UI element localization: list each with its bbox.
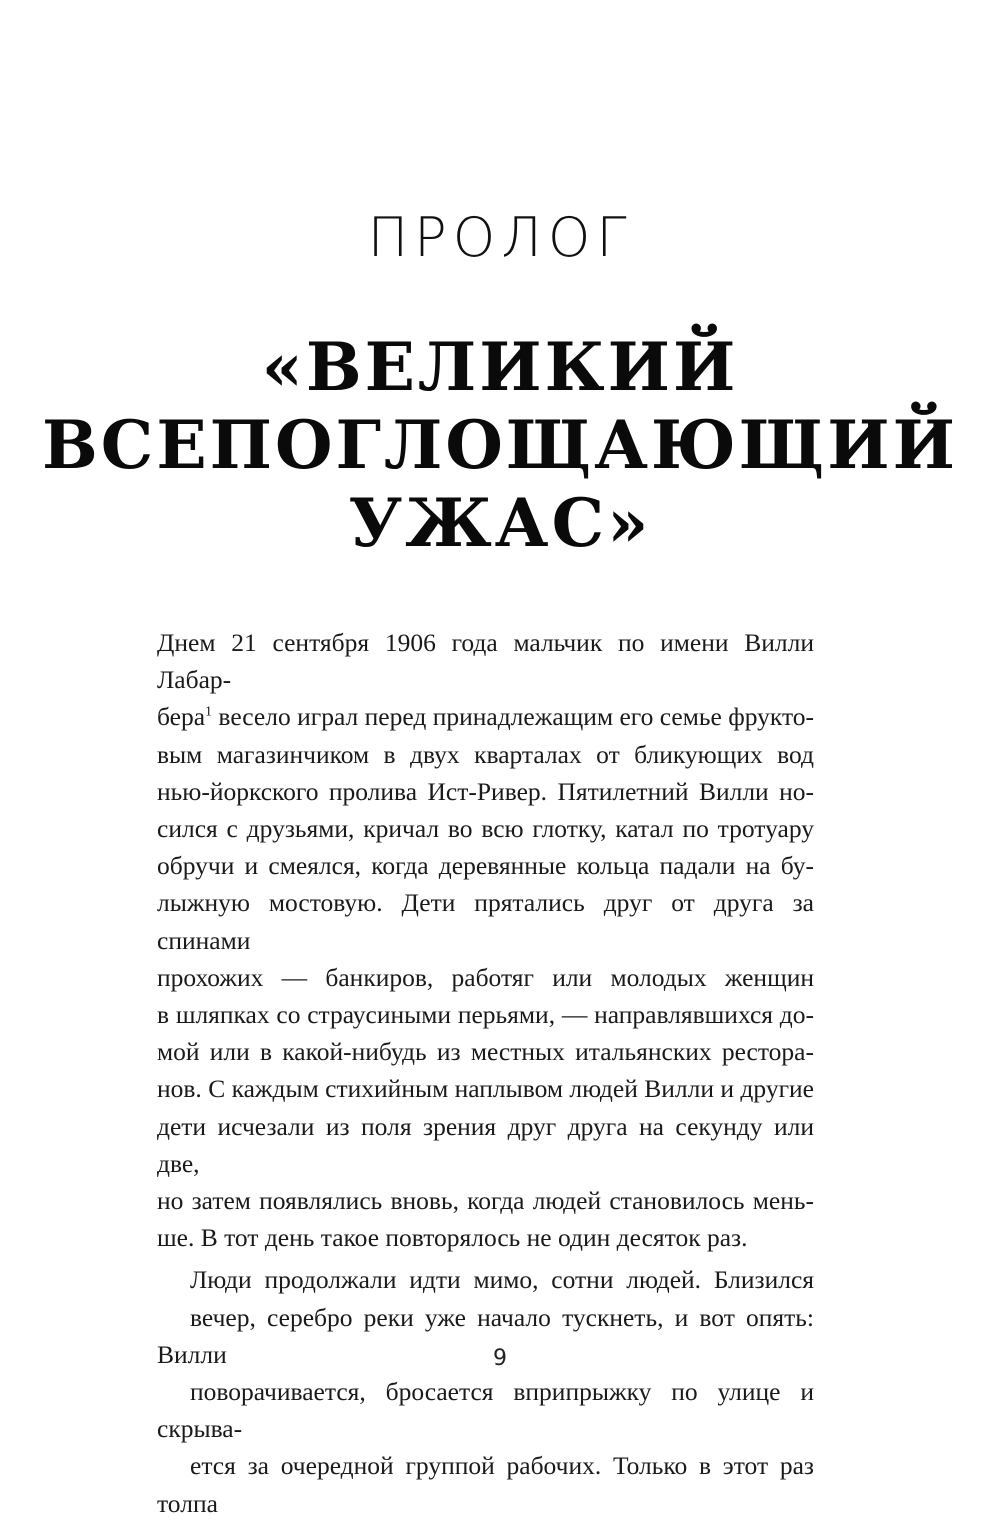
text-fragment: весело играл перед принадлежащим его семье фрукто- [212,702,814,732]
chapter-title-line-1: «ВЕЛИКИЙ [261,328,739,406]
text-line: Днем 21 сентября 1906 года мальчик по имени Вилли Лабар- [157,628,814,695]
chapter-title [0,328,1000,562]
text-line: поворачивается, бросается вприпрыжку по улице и скрыва- [157,1377,814,1444]
paragraph-2 [157,1261,814,1521]
section-label: ПРОЛОГ [367,206,633,269]
text-line: лыжную мостовую. Дети прятались друг от друга за спинами [157,888,814,955]
page-number: 9 [493,1346,507,1371]
body-text [157,624,814,1522]
chapter-title-line-3: УЖАС» [348,484,652,562]
text-line: вым магазинчиком в двух кварталах от бликующих вод [157,739,814,769]
text-line: нов. С каждым стихийным наплывом людей Вилли и другие [157,1074,814,1104]
paragraph-1 [157,624,814,1256]
text-line: обручи и смеялся, когда деревянные кольца падали на бу- [157,851,814,881]
text-line: дети исчезали из поля зрения друг друга на секунду или две, [157,1111,814,1178]
text-line [157,698,814,735]
text-line: прохожих — банкиров, работяг или молодых женщин [157,962,814,992]
text-line: сился с друзьями, кричал во всю глотку, катал по тротуару [157,814,814,844]
text-line: мой или в какой-нибудь из местных итальянских рестора- [157,1037,814,1067]
text-fragment: бера [157,702,206,732]
footnote-marker[interactable]: 1 [205,704,213,720]
chapter-title-line-2: ВСЕПОГЛОЩАЮЩИЙ [42,406,958,484]
text-line: ется за очередной группой рабочих. Только в этот раз толпа [157,1451,814,1518]
text-line: вечер, серебро реки уже начало тускнеть, и вот опять: Вилли [157,1302,814,1369]
text-line: Люди продолжали идти мимо, сотни людей. Близился [190,1265,814,1295]
text-line: в шляпках со страусиными перьями, — направлявшихся до- [157,1000,814,1030]
text-line: но затем появлялись вновь, когда людей становилось мень- [157,1186,814,1216]
text-line: ше. В тот день такое повторялось не один десяток раз. [157,1223,748,1253]
text-line: нью-йоркского пролива Ист-Ривер. Пятилетний Вилли но- [157,776,814,806]
